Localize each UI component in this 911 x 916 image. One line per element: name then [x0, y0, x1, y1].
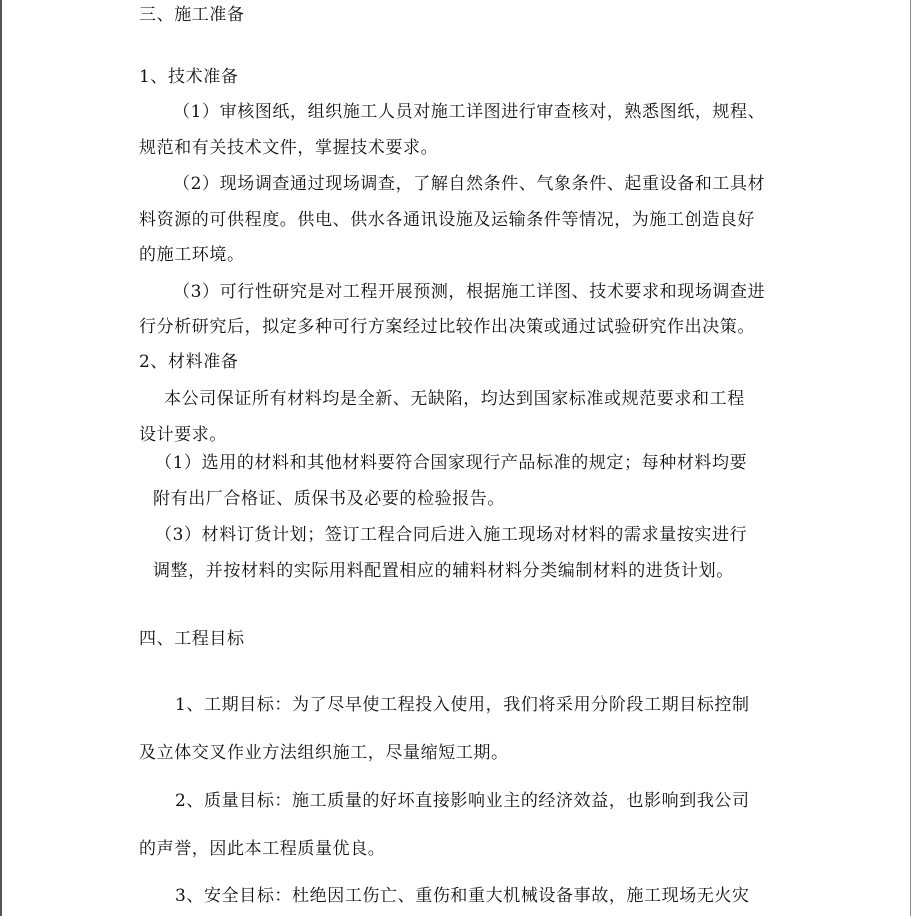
paragraph-line: 2、质量目标：施工质量的好坏直接影响业主的经济效益，也影响到我公司	[175, 791, 750, 811]
paragraph-line: 设计要求。	[139, 425, 227, 445]
section-heading-project-goals: 四、工程目标	[139, 629, 245, 649]
paragraph-line: 本公司保证所有材料均是全新、无缺陷，均达到国家标准或规范要求和工程	[164, 389, 745, 409]
paragraph-line: 调整，并按材料的实际用料配置相应的辅料材料分类编制材料的进货计划。	[153, 561, 734, 581]
paragraph-line: 附有出厂合格证、质保书及必要的检验报告。	[153, 489, 505, 509]
section-heading-preparation: 三、施工准备	[139, 5, 245, 25]
page-border-left	[0, 0, 2, 916]
paragraph-line: 1、工期目标：为了尽早使工程投入使用，我们将采用分阶段工期目标控制	[175, 695, 750, 715]
paragraph-line: （1）选用的材料和其他材料要符合国家现行产品标准的规定；每种材料均要	[155, 453, 748, 473]
paragraph-line: 料资源的可供程度。供电、供水各通讯设施及运输条件等情况，为施工创造良好	[139, 210, 755, 230]
paragraph-line: 行分析研究后，拟定多种可行方案经过比较作出决策或通过试验研究作出决策。	[139, 317, 755, 337]
paragraph-line: 的声誉，因此本工程质量优良。	[139, 839, 386, 859]
paragraph-line: （3）可行性研究是对工程开展预测，根据施工详图、技术要求和现场调查进	[173, 282, 766, 302]
paragraph-line: 及立体交叉作业方法组织施工，尽量缩短工期。	[139, 743, 509, 763]
paragraph-line: （3）材料订货计划；签订工程合同后进入施工现场对材料的需求量按实进行	[155, 525, 748, 545]
subheading-material-preparation: 2、材料准备	[139, 352, 239, 372]
paragraph-line: （1）审核图纸，组织施工人员对施工详图进行审查核对，熟悉图纸，规程、	[173, 102, 766, 122]
paragraph-line: 规范和有关技术文件，掌握技术要求。	[139, 138, 439, 158]
paragraph-line: 的施工环境。	[139, 245, 245, 265]
subheading-technical-preparation: 1、技术准备	[139, 67, 239, 87]
paragraph-line: 3、安全目标：杜绝因工伤亡、重伤和重大机械设备事故，施工现场无火灾	[175, 886, 750, 906]
paragraph-line: （2）现场调查通过现场调查，了解自然条件、气象条件、起重设备和工具材	[173, 174, 766, 194]
